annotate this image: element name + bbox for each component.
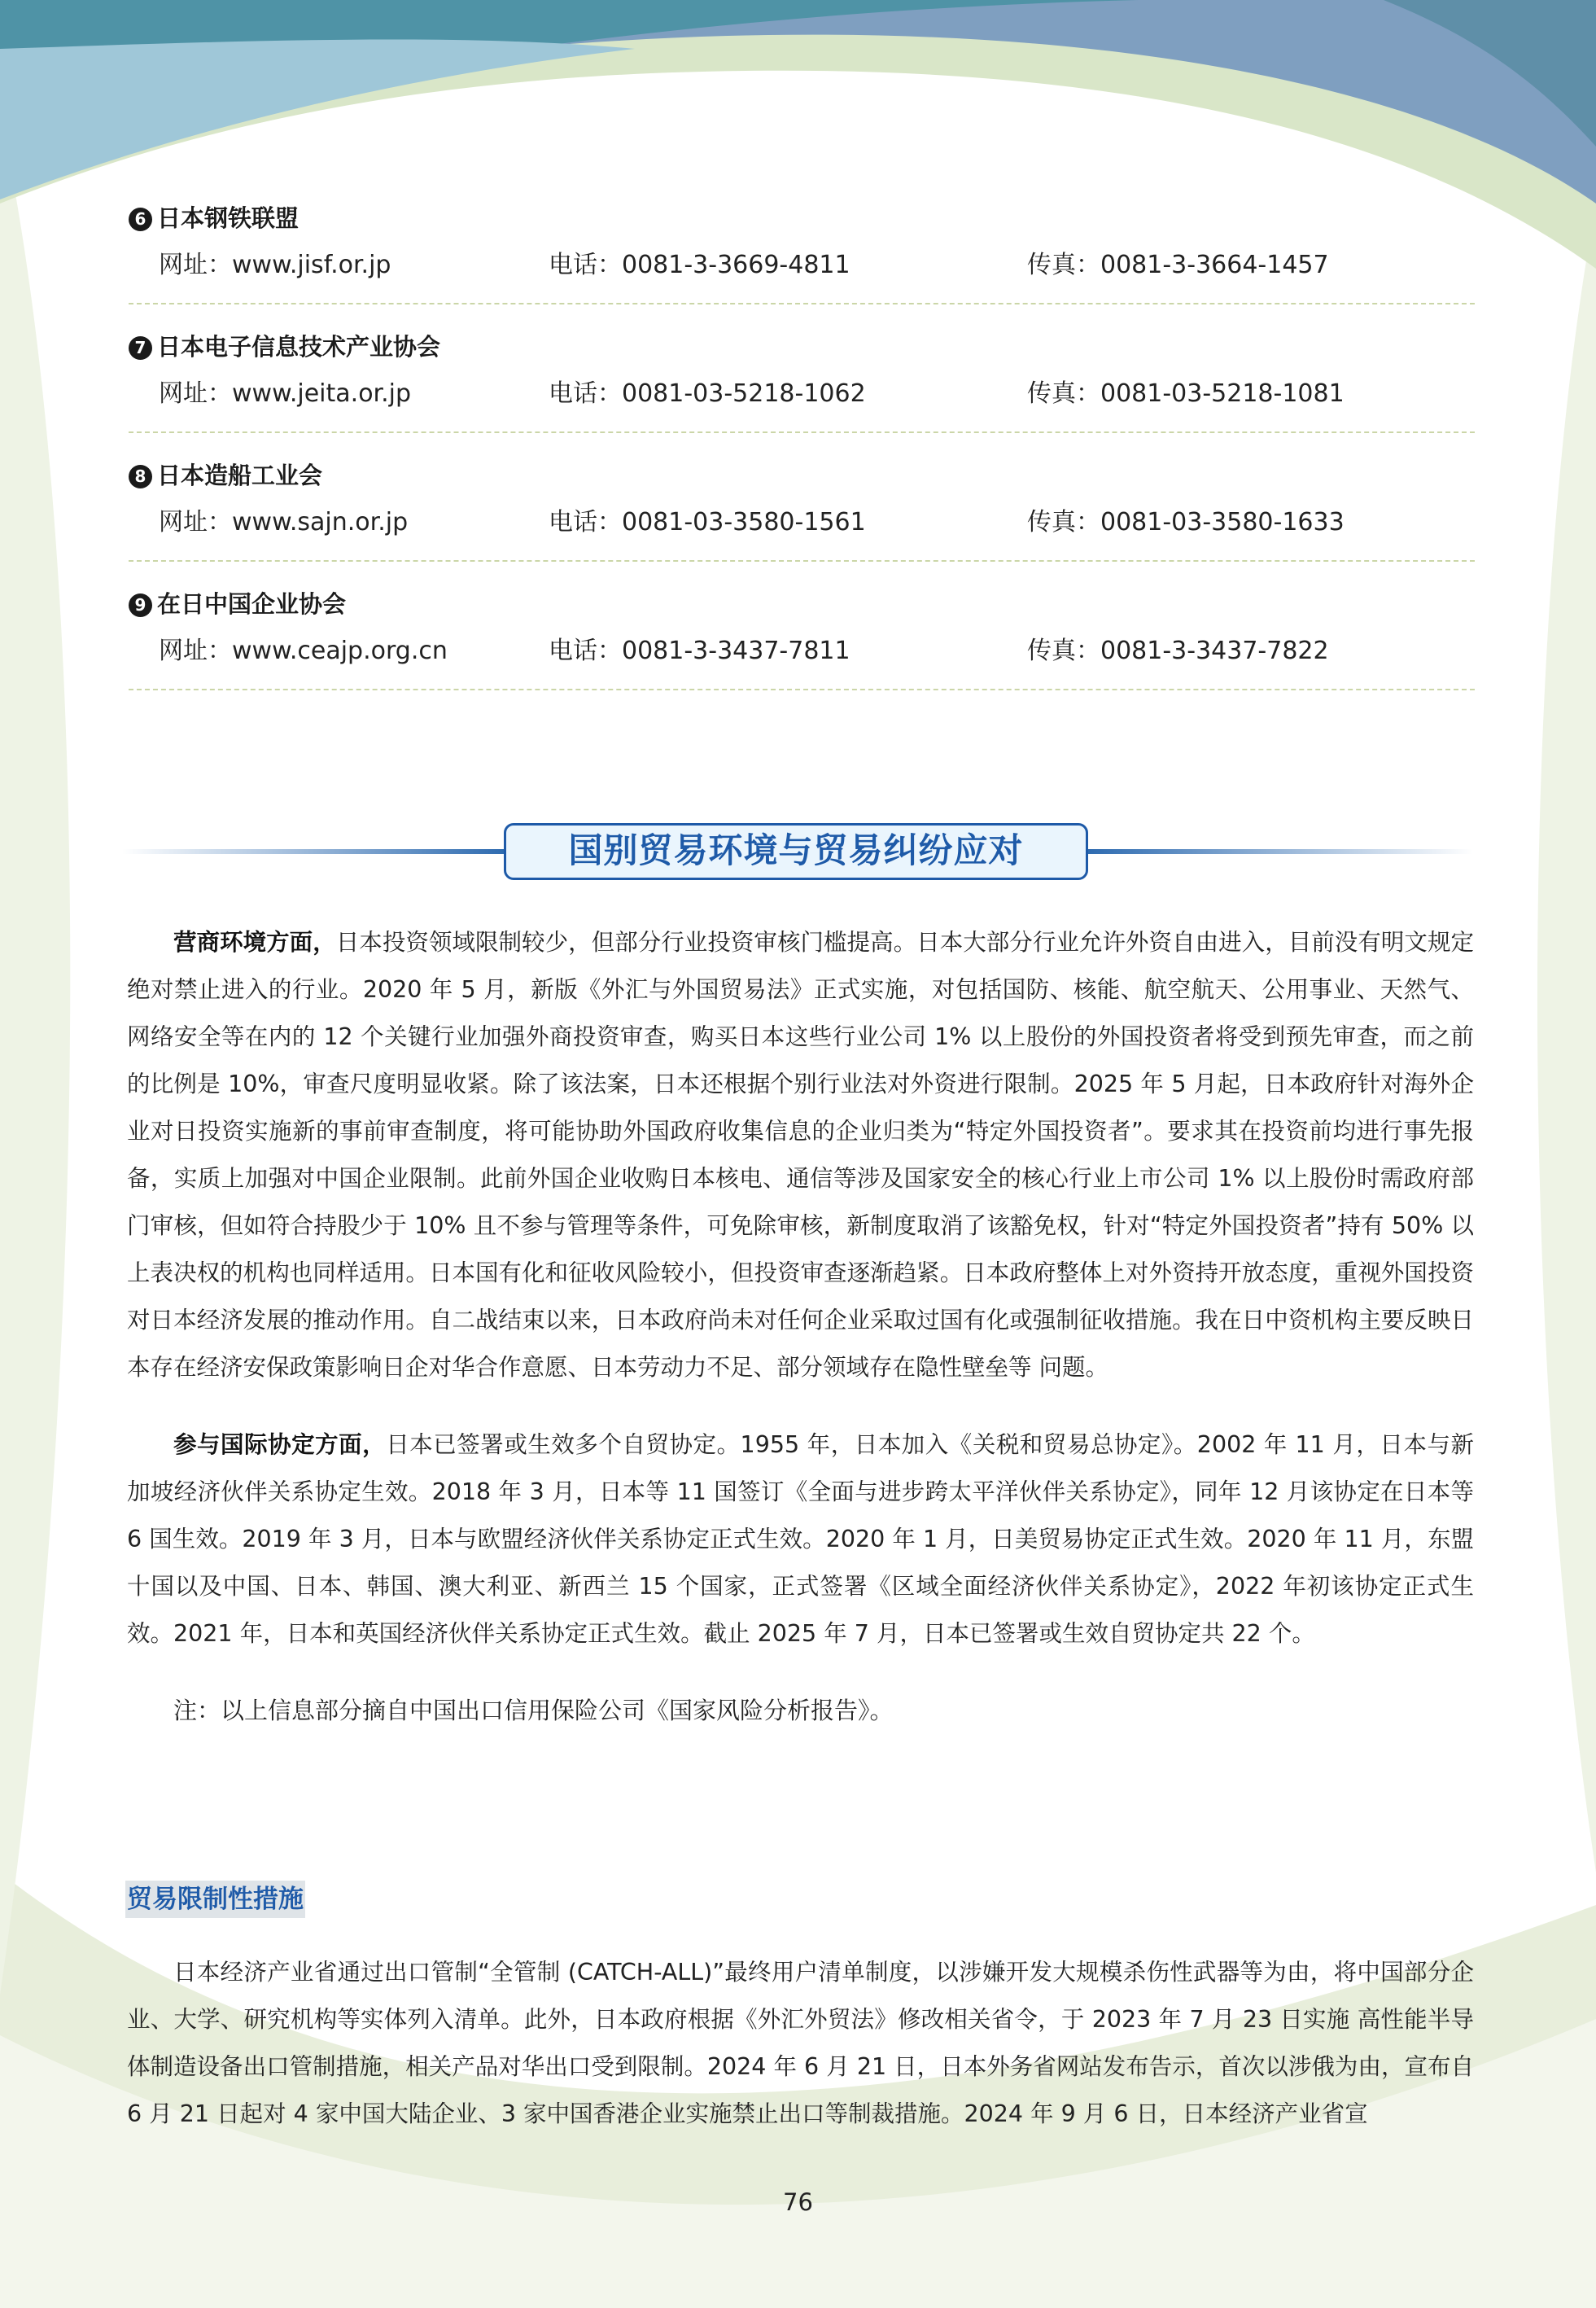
org-title	[129, 586, 346, 620]
org-fax: 传真：0081-03-5218-1081	[1027, 379, 1345, 408]
org-entry	[129, 200, 1475, 329]
paragraph-lead: 参与国际协定方面，	[173, 1431, 387, 1458]
org-phone: 电话：0081-3-3669-4811	[549, 251, 850, 279]
trade-restrictions-heading: 贸易限制性措施	[125, 1881, 305, 1918]
org-phone: 电话：0081-03-3580-1561	[549, 508, 866, 536]
org-name: 在日中国企业协会	[157, 590, 347, 618]
org-entry	[129, 586, 1475, 715]
paragraph-text: 日本经济产业省通过出口管制“全管制 (CATCH-ALL)”最终用户清单制度，以涉嫌开发大规模杀伤性武器等为由，将中国部分企业、大学、研究机构等实体列入清单。此外，日本政府根据《外汇外贸法》修改相关省令，于 2023 年 7 月 23 日实施 高性能半导体制造设备出口管制措施，相关产品对华出口受到限制。2024 年 6 月 21 日，日本外务省网站发布告示，首次以涉俄为由，宣布自 6 月 21 日起对 4 家中国大陆企业、3 家中国香港企业实施禁止出口等制裁措施。2024 年 9 月 6 日，日本经济产业省宣	[127, 1959, 1474, 2127]
org-phone: 电话：0081-3-3437-7811	[549, 637, 850, 665]
paragraph-text: 日本已签署或生效多个自贸协定。1955 年，日本加入《关税和贸易总协定》。2002 年 11 月，日本与新加坡经济伙伴关系协定生效。2018 年 3 月，日本等 11 国签订《全面与进步跨太平洋伙伴关系协定》，同年 12 月该协定在日本等 6 国生效。2019 年 3 月，日本与欧盟经济伙伴关系协定正式生效。2020 年 1 月，日美贸易协定正式生效。2020 年 11 月，东盟十国以及中国、日本、韩国、澳大利亚、新西兰 15 个国家，正式签署《区域全面经济伙伴关系协定》，2022 年初该协定正式生效。2021 年，日本和英国经济伙伴关系协定正式生效。截止 2025 年 7 月，日本已签署或生效自贸协定共 22 个。	[127, 1431, 1474, 1647]
org-fax: 传真：0081-3-3664-1457	[1027, 251, 1329, 279]
org-website: 网址：www.ceajp.org.cn	[159, 637, 448, 665]
org-name: 日本造船工业会	[157, 462, 323, 489]
circled-number-badge: 8	[129, 465, 152, 488]
org-website: 网址：www.sajn.or.jp	[159, 508, 409, 536]
intl-agreements-paragraph	[127, 1421, 1474, 1658]
circled-number-badge: 6	[129, 208, 152, 231]
banner-rule-left	[122, 849, 505, 854]
source-note: 注：以上信息部分摘自中国出口信用保险公司《国家风险分析报告》。	[173, 1697, 894, 1724]
trade-restrictions-paragraph	[127, 1949, 1474, 2138]
org-entry	[129, 329, 1475, 458]
dashed-divider	[129, 689, 1475, 690]
circled-number-badge: 9	[129, 593, 152, 617]
banner-rule-right	[1087, 849, 1473, 854]
org-fax: 传真：0081-03-3580-1633	[1027, 508, 1345, 536]
business-environment-paragraph	[127, 919, 1474, 1391]
org-phone: 电话：0081-03-5218-1062	[549, 379, 866, 408]
org-website: 网址：www.jeita.or.jp	[159, 379, 412, 408]
dashed-divider	[129, 431, 1475, 433]
org-title	[129, 458, 322, 491]
paragraph-text: 日本投资领域限制较少，但部分行业投资审核门槛提高。日本大部分行业允许外资自由进入，目前没有明文规定绝对禁止进入的行业。2020 年 5 月，新版《外汇与外国贸易法》正式实施，对包括国防、核能、航空航天、公用事业、天然气、网络安全等在内的 12 个关键行业加强外商投资审查，购买日本这些行业公司 1% 以上股份的外国投资者将受到预先审查，而之前的比例是 10%，审查尺度明显收紧。除了该法案，日本还根据个别行业法对外资进行限制。2025 年 5 月起，日本政府针对海外企业对日投资实施新的事前审查制度，将可能协助外国政府收集信息的企业归类为“特定外国投资者”。要求其在投资前均进行事先报备，实质上加强对中国企业限制。此前外国企业收购日本核电、通信等涉及国家安全的核心行业上市公司 1% 以上股份时需政府部门审核，但如符合持股少于 10% 且不参与管理等条件，可免除审核，新制度取消了该豁免权，针对“特定外国投资者”持有 50% 以上表决权的机构也同样适用。日本国有化和征收风险较小，但投资审查逐渐趋紧。日本政府整体上对外资持开放态度，重视外国投资对日本经济发展的推动作用。自二战结束以来，日本政府尚未对任何企业采取过国有化或强制征收措施。我在日中资机构主要反映日本存在经济安保政策影响日企对华合作意愿、日本劳动力不足、部分领域存在隐性壁垒等 问题。	[127, 929, 1474, 1381]
org-name: 日本电子信息技术产业协会	[157, 333, 441, 361]
paragraph-lead: 营商环境方面，	[173, 929, 336, 956]
org-fax: 传真：0081-3-3437-7822	[1027, 637, 1329, 665]
org-title	[129, 200, 299, 234]
page-number: 76	[783, 2188, 813, 2216]
org-name: 日本钢铁联盟	[157, 204, 300, 232]
dashed-divider	[129, 303, 1475, 304]
org-entry	[129, 458, 1475, 586]
org-website: 网址：www.jisf.or.jp	[159, 251, 391, 279]
dashed-divider	[129, 560, 1475, 562]
org-title	[129, 329, 440, 362]
circled-number-badge: 7	[129, 336, 152, 360]
section-banner: 国别贸易环境与贸易纠纷应对	[504, 823, 1088, 880]
